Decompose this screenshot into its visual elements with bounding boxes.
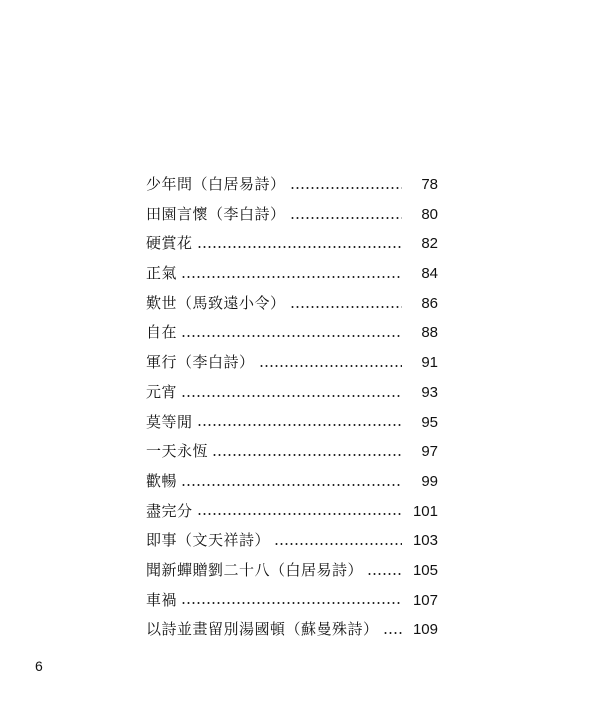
table-of-contents xyxy=(146,170,438,645)
toc-entry-page: 93 xyxy=(421,383,438,401)
toc-entry xyxy=(146,348,438,378)
toc-entry-page: 109 xyxy=(412,621,438,639)
toc-entry-title: 少年問（白居易詩） xyxy=(146,175,286,193)
toc-entry-title: 正氣 xyxy=(146,264,178,283)
toc-entry xyxy=(146,467,438,497)
dot-leader xyxy=(290,306,402,308)
dot-leader xyxy=(197,513,402,515)
toc-entry-page: 84 xyxy=(421,265,438,283)
toc-entry xyxy=(146,170,438,200)
dot-leader xyxy=(197,246,402,248)
dot-leader xyxy=(290,217,402,219)
dot-leader xyxy=(181,395,402,397)
dot-leader xyxy=(290,187,402,189)
toc-entry-page: 78 xyxy=(421,176,438,193)
toc-entry-page: 99 xyxy=(421,472,438,490)
toc-entry xyxy=(146,586,438,616)
dot-leader xyxy=(212,454,402,456)
toc-entry xyxy=(146,526,438,556)
toc-entry-page: 101 xyxy=(412,502,438,520)
toc-entry-page: 103 xyxy=(412,532,438,550)
dot-leader xyxy=(197,424,402,426)
toc-entry xyxy=(146,497,438,527)
toc-entry-page: 91 xyxy=(421,354,438,372)
toc-entry xyxy=(146,318,438,348)
toc-entry-title: 以詩並畫留別湯國頓（蘇曼殊詩） xyxy=(146,620,379,639)
toc-entry xyxy=(146,200,438,230)
toc-entry xyxy=(146,437,438,467)
toc-entry-title: 硬賞花 xyxy=(146,234,193,253)
toc-entry xyxy=(146,615,438,645)
toc-entry-title: 盡完分 xyxy=(146,501,193,520)
toc-entry-page: 86 xyxy=(421,294,438,312)
toc-entry-page: 97 xyxy=(421,443,438,461)
toc-entry xyxy=(146,556,438,586)
toc-entry-title: 莫等閒 xyxy=(146,412,193,431)
toc-entry-page: 82 xyxy=(421,235,438,253)
toc-entry-title: 一天永恆 xyxy=(146,442,209,461)
toc-entry xyxy=(146,259,438,289)
dot-leader xyxy=(181,335,402,337)
toc-entry-title: 歎世（馬致遠小令） xyxy=(146,293,286,312)
toc-entry-page: 107 xyxy=(412,591,438,609)
toc-entry-title: 即事（文天祥詩） xyxy=(146,531,271,550)
dot-leader xyxy=(367,573,402,575)
toc-entry-page: 80 xyxy=(421,205,438,223)
toc-entry-title: 自在 xyxy=(146,323,178,342)
toc-entry-page: 105 xyxy=(412,561,438,579)
dot-leader xyxy=(181,276,402,278)
toc-entry-page: 95 xyxy=(421,413,438,431)
toc-entry xyxy=(146,289,438,319)
dot-leader xyxy=(181,602,402,604)
toc-entry xyxy=(146,408,438,438)
toc-entry xyxy=(146,229,438,259)
toc-entry-title: 元宵 xyxy=(146,382,178,401)
toc-entry-title: 軍行（李白詩） xyxy=(146,353,255,372)
page-number: 6 xyxy=(35,658,43,674)
dot-leader xyxy=(383,632,402,634)
dot-leader xyxy=(259,365,402,367)
toc-entry xyxy=(146,378,438,408)
toc-entry-title: 田園言懷（李白詩） xyxy=(146,204,286,223)
dot-leader xyxy=(274,543,402,545)
dot-leader xyxy=(181,484,402,486)
toc-entry-page: 88 xyxy=(421,324,438,342)
toc-entry-title: 歡暢 xyxy=(146,471,178,490)
toc-entry-title: 聞新蟬贈劉二十八（白居易詩） xyxy=(146,560,364,579)
toc-entry-title: 車禍 xyxy=(146,590,178,609)
